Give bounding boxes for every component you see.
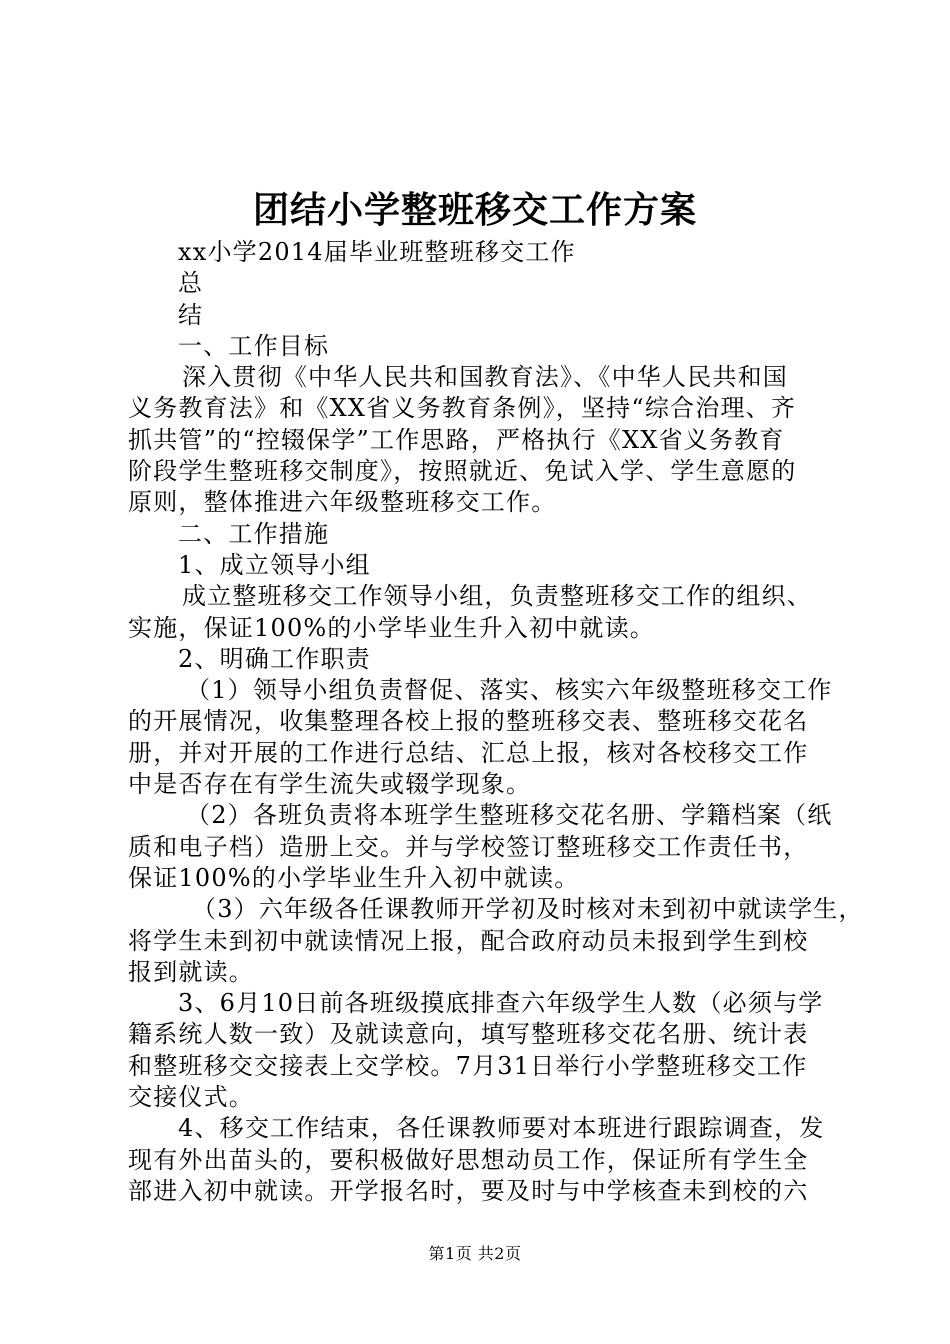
paragraph-line: 保证100%的小学毕业生升入初中就读。	[128, 863, 580, 892]
paragraph-line: 中是否存在有学生流失或辍学现象。	[128, 770, 532, 799]
paragraph-line: 3、6月10日前各班级摸底排查六年级学生人数（必须与学	[178, 989, 824, 1018]
paragraph-line: 总	[178, 269, 204, 298]
paragraph-line: 和整班移交交接表上交学校。7月31日举行小学整班移交工作	[128, 1051, 808, 1080]
paragraph-line: 质和电子档）造册上交。并与学校签订整班移交工作责任书，	[128, 832, 809, 861]
paragraph-line: 阶段学生整班移交制度》，按照就近、免试入学、学生意愿的	[128, 457, 797, 486]
section-heading: 一、工作目标	[178, 331, 330, 360]
page-footer: 第1页 共2页	[428, 1244, 522, 1263]
paragraph-line: 深入贯彻《中华人民共和国教育法》、《中华人民共和国	[182, 363, 788, 392]
paragraph-line: 义务教育法》和《XX省义务教育条例》，坚持“综合治理、齐	[128, 394, 797, 423]
paragraph-line: （2）各班负责将本班学生整班移交花名册、学籍档案（纸	[186, 801, 833, 830]
document-body	[128, 237, 864, 1207]
paragraph-line: 原则，整体推进六年级整班移交工作。	[128, 488, 557, 517]
paragraph-line: xx小学2014届毕业班整班移交工作	[178, 238, 576, 266]
paragraph-line: 抓共管”的“控辍保学”工作思路，严格执行《XX省义务教育	[128, 425, 785, 454]
paragraph-line: 报到就读。	[128, 957, 254, 986]
paragraph-line: 交接仪式。	[128, 1083, 254, 1112]
paragraph-line: （3）六年级各任课教师开学初及时核对未到初中就读学生，	[192, 895, 864, 924]
paragraph-line: 结	[178, 300, 204, 329]
paragraph-line: 册，并对开展的工作进行总结、汇总上报，核对各校移交工作	[128, 738, 809, 767]
document-title: 团结小学整班移交工作方案	[252, 189, 697, 231]
paragraph-line: 成立整班移交工作领导小组，负责整班移交工作的组织、	[182, 582, 812, 611]
paragraph-line: （1）领导小组负责督促、落实、核实六年级整班移交工作	[186, 676, 833, 705]
subsection-heading: 1、成立领导小组	[178, 550, 371, 579]
section-heading: 二、工作措施	[178, 519, 330, 548]
paragraph-line: 部进入初中就读。开学报名时，要及时与中学核查未到校的六	[128, 1176, 809, 1205]
paragraph-line: 将学生未到初中就读情况上报，配合政府动员未报到学生到校	[128, 926, 809, 955]
paragraph-line: 的开展情况，收集整理各校上报的整班移交表、整班移交花名	[128, 707, 809, 736]
subsection-heading: 2、明确工作职责	[178, 644, 371, 673]
paragraph-line: 实施，保证100%的小学毕业生升入初中就读。	[128, 613, 656, 642]
paragraph-line: 籍系统人数一致）及就读意向，填写整班移交花名册、统计表	[128, 1020, 809, 1049]
paragraph-line: 4、移交工作结束，各任课教师要对本班进行跟踪调查，发	[178, 1114, 825, 1143]
paragraph-line: 现有外出苗头的，要积极做好思想动员工作，保证所有学生全	[128, 1145, 809, 1174]
